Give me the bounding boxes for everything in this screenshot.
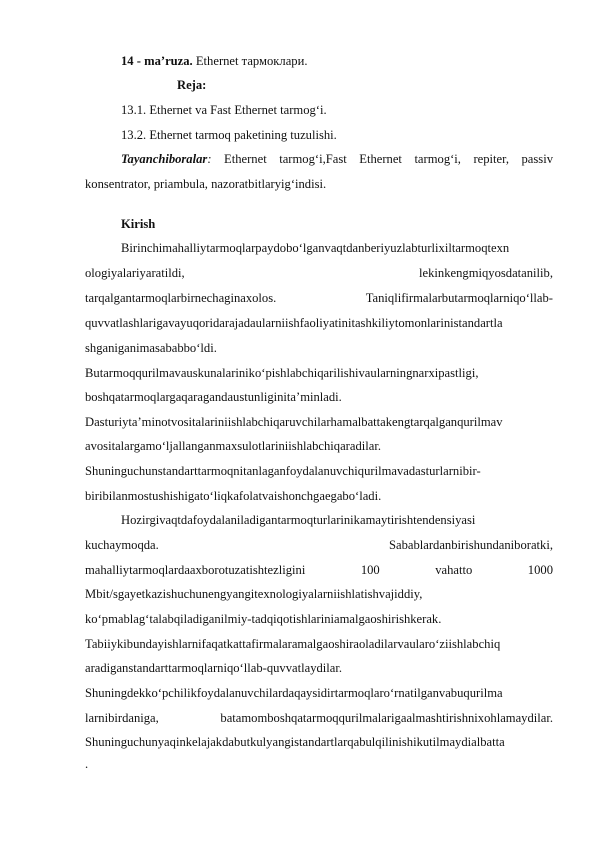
text-line: Shuninguchunyaqinkelajakdabutkulyangistandartlarqabulqilinishikutilmaydialbatta (85, 735, 505, 749)
keyword: Ethernet (224, 152, 267, 166)
lecture-topic: Ethernet тармоклари. (195, 54, 308, 68)
text-line: shganiganimasababbo‘ldi. (85, 341, 217, 355)
text-line: Shuningdekko‘pchilikfoydalanuvchilardaqaysidirtarmoqlaro‘rnatilganvabuqurilma (85, 686, 503, 700)
keywords-line: konsentrator, priambula, nazoratbitlaryig‘indisi. (85, 177, 327, 191)
text-line: ko‘pmablag‘talabqiladiganilmiy-tadqiqotishlariniamalgaoshirishkerak. (85, 612, 442, 626)
text-line: Tabiiykibundayishlarnifaqatkattafirmalaramalgaoshiraoladilarvaularo‘ziishlabchiq (85, 637, 501, 651)
lecture-number: 14 - ma’ruza. (121, 54, 193, 68)
keyword: tarmog‘i, (414, 152, 461, 166)
text-line: avositalargamo‘ljallanganmaxsulotlariniishlabchiqaradilar. (85, 439, 381, 453)
keyword: passiv (521, 152, 553, 166)
text-line: Hozirgivaqtdafoydalaniladigantarmoqturlarinikamaytirishtendensiyasi (121, 513, 476, 527)
keywords-label-group: Tayanchiboralar: (121, 152, 212, 166)
text-line: tarqalgantarmoqlarbirnechaginaxolos. Taniqlifirmalarbutarmoqlarniqo‘llab- (85, 291, 553, 305)
plan-item: 13.1. Ethernet va Fast Ethernet tarmog‘i. (121, 103, 327, 117)
keyword: tarmog‘i,Fast (279, 152, 347, 166)
text-line: larnibirdaniga, batamomboshqatarmoqqurilmalarigaalmashtirishnixohlamaydilar. (85, 711, 553, 725)
keywords-line (121, 148, 553, 171)
text-line: Butarmoqqurilmavauskunalariniko‘pishlabchiqarilishivaularningnarxipastligi, (85, 366, 479, 380)
text-line: Dasturiyta’minotvositalariniishlabchiqaruvchilarhamalbattakengtarqalganqurilmav (85, 415, 503, 429)
keyword: repiter, (473, 152, 509, 166)
text-line: quvvatlashlarigavayuqoridarajadaularniishfaoliyatinitashkiliytomonlarinistandartla (85, 316, 503, 330)
text-line: aradiganstandarttarmoqlarniqo‘llab-quvvatlaydilar. (85, 661, 343, 675)
text-line: boshqatarmoqlargaqaragandaustunliginita’minladi. (85, 390, 342, 404)
keyword: Ethernet (359, 152, 402, 166)
keywords-label: Tayanchiboralar (121, 152, 208, 166)
plan-item: 13.2. Ethernet tarmoq paketining tuzulishi. (121, 128, 337, 142)
text-line: Mbit/sgayetkazishuchunengyangitexnologiyalarniishlatishvajiddiy, (85, 587, 423, 601)
plan-heading: Reja: (177, 78, 207, 92)
text-line: Shuninguchunstandarttarmoqnitanlaganfoydalanuvchiqurilmavadasturlarnibir- (85, 464, 481, 478)
text-line: kuchaymoqda. Sabablardanbirishundaniboratki, (85, 538, 553, 552)
text-line: biribilanmostushishigato‘liqkafolatvaishonchgaegabo‘ladi. (85, 489, 382, 503)
text-line: Birinchimahalliytarmoqlarpaydobo‘lganvaqtdanberiyuzlabturlixiltarmoqtexn (121, 241, 510, 255)
text-line: . (85, 757, 89, 771)
intro-heading: Kirish (121, 217, 156, 231)
text-line: mahalliytarmoqlardaaxborotuzatishtezligini 100 vahatto 1000 (85, 563, 553, 577)
text-line: ologiyalariyaratildi, lekinkengmiqyosdatanilib, (85, 266, 553, 280)
lecture-title (121, 50, 307, 73)
